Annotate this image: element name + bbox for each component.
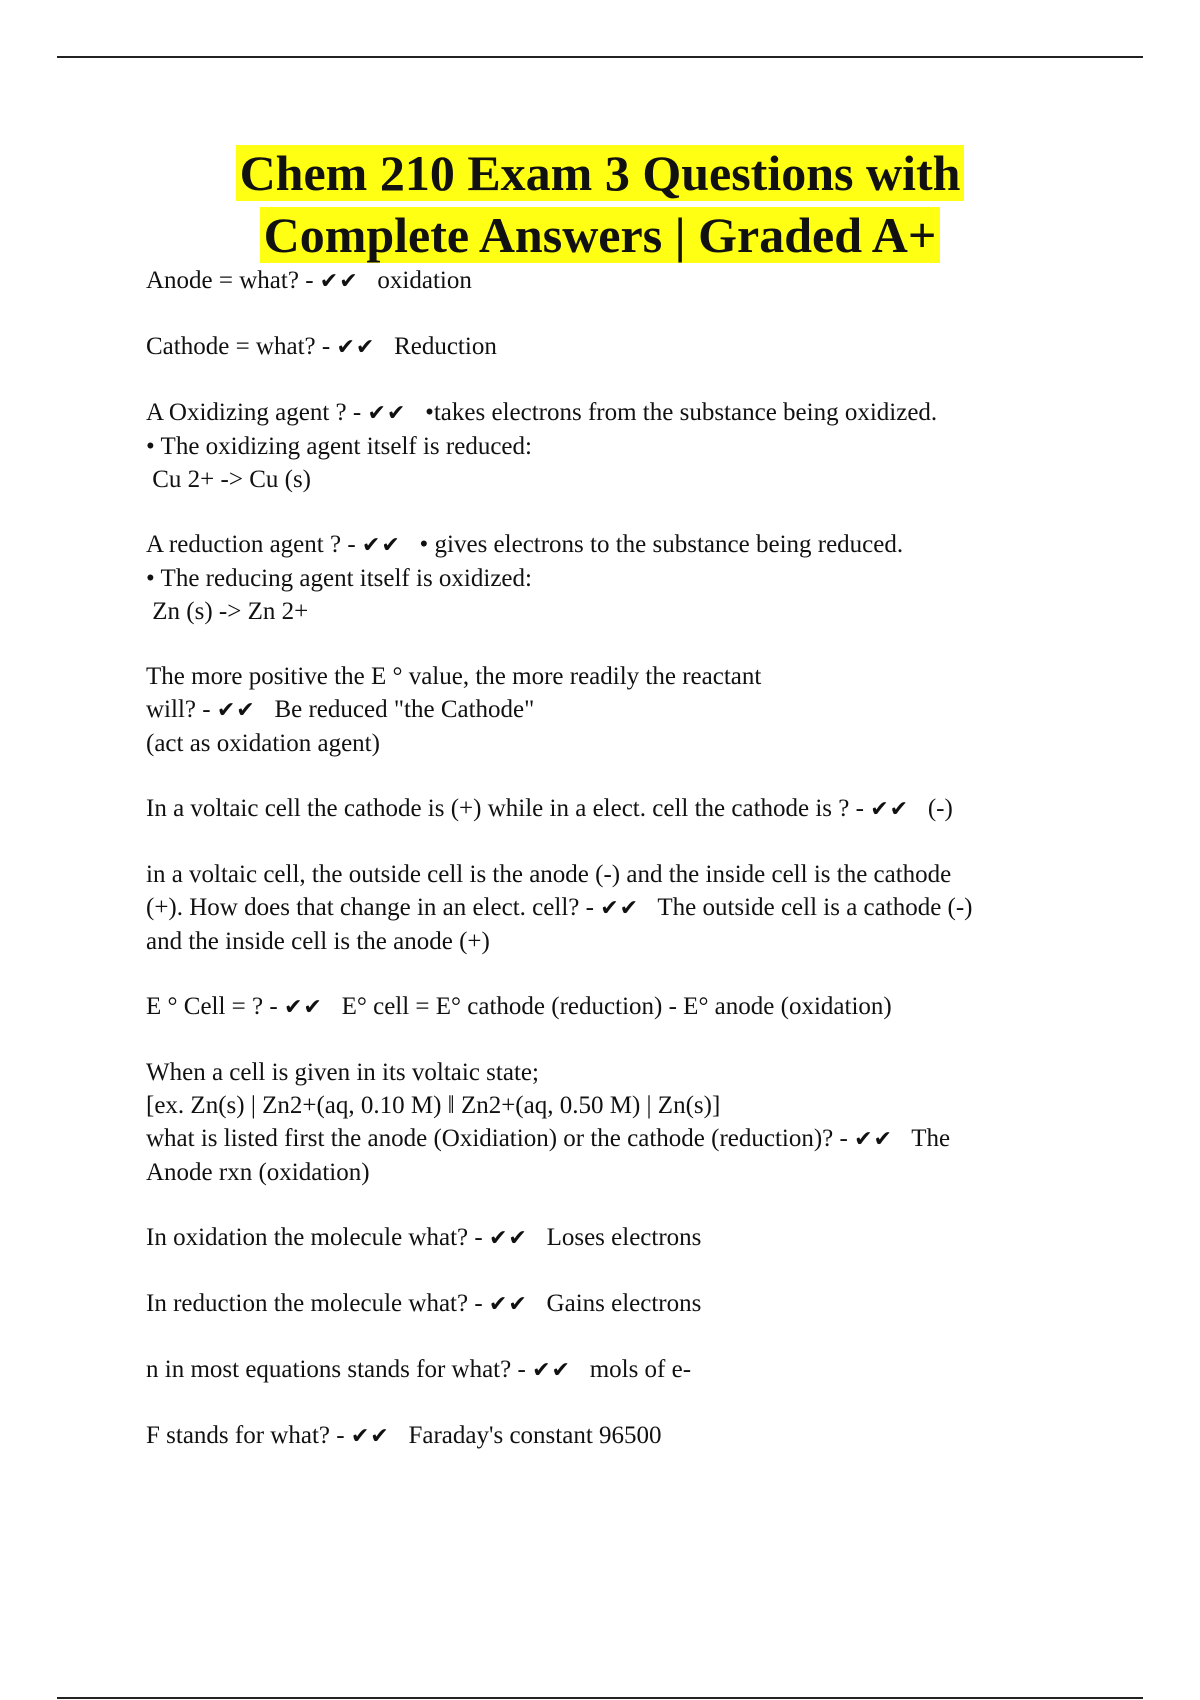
qa-entry — [146, 528, 1096, 628]
qa-line: Zn (s) -> Zn 2+ — [146, 598, 309, 625]
check-icon: ✔✔ — [350, 1424, 390, 1449]
qa-entry — [146, 1056, 1096, 1189]
qa-line: Cathode = what? - ✔✔ Reduction — [146, 333, 497, 360]
qa-line: and the inside cell is the anode (+) — [146, 928, 490, 955]
qa-line: In a voltaic cell the cathode is (+) while in a elect. cell the cathode is ? - ✔✔ (-) — [146, 795, 953, 822]
qa-entry — [146, 792, 1096, 826]
check-icon: ✔✔ — [283, 995, 323, 1020]
qa-entry — [146, 330, 1096, 364]
check-icon: ✔✔ — [532, 1358, 571, 1383]
qa-line: (+). How does that change in an elect. cell? - ✔✔ The outside cell is a cathode (-) — [146, 894, 973, 921]
qa-line: will? - ✔✔ Be reduced "the Cathode" — [146, 696, 535, 723]
check-icon: ✔✔ — [488, 1226, 528, 1251]
qa-line: n in most equations stands for what? - ✔✔ mols of e- — [146, 1356, 692, 1383]
check-icon: ✔✔ — [870, 797, 910, 822]
qa-line: E ° Cell = ? - ✔✔ E° cell = E° cathode (reduction) - E° anode (oxidation) — [146, 993, 892, 1020]
qa-list — [146, 264, 1096, 1485]
qa-line: A reduction agent ? - ✔✔ • gives electrons to the substance being reduced. — [146, 531, 904, 558]
qa-line: Anode = what? - ✔✔ oxidation — [146, 267, 472, 294]
qa-entry — [146, 1419, 1096, 1453]
qa-entry — [146, 1221, 1096, 1255]
check-icon: ✔✔ — [854, 1127, 893, 1152]
check-icon: ✔✔ — [216, 698, 256, 723]
qa-line: In reduction the molecule what? - ✔✔ Gains electrons — [146, 1290, 702, 1317]
qa-entry — [146, 1353, 1096, 1387]
qa-line: The more positive the E ° value, the more readily the reactant — [146, 663, 762, 690]
title-line-1: Chem 210 Exam 3 Questions with — [236, 145, 965, 201]
qa-entry — [146, 660, 1096, 760]
qa-line: F stands for what? - ✔✔ Faraday's constant 96500 — [146, 1422, 662, 1449]
qa-line: Cu 2+ -> Cu (s) — [146, 466, 312, 493]
qa-entry — [146, 858, 1096, 958]
check-icon: ✔✔ — [488, 1292, 528, 1317]
qa-entry — [146, 396, 1096, 496]
check-icon: ✔✔ — [600, 896, 640, 921]
qa-line: (act as oxidation agent) — [146, 730, 380, 757]
qa-entry — [146, 1287, 1096, 1321]
check-icon: ✔✔ — [361, 533, 401, 558]
qa-line: When a cell is given in its voltaic state; — [146, 1059, 539, 1086]
top-rule — [57, 56, 1143, 58]
title-line-2: Complete Answers | Graded A+ — [260, 207, 941, 263]
qa-line: Anode rxn (oxidation) — [146, 1159, 370, 1186]
qa-line: • The reducing agent itself is oxidized: — [146, 565, 532, 592]
check-icon: ✔✔ — [319, 269, 359, 294]
bottom-rule — [57, 1697, 1143, 1699]
qa-line: [ex. Zn(s) | Zn2+(aq, 0.10 M) ‖ Zn2+(aq, 0.50 M) | Zn(s)] — [146, 1092, 721, 1119]
qa-line: in a voltaic cell, the outside cell is the anode (-) and the inside cell is the cathode — [146, 861, 952, 888]
qa-entry — [146, 264, 1096, 298]
check-icon: ✔✔ — [336, 335, 376, 360]
document-title — [0, 142, 1200, 266]
qa-line: In oxidation the molecule what? - ✔✔ Loses electrons — [146, 1224, 702, 1251]
qa-line: what is listed first the anode (Oxidiation) or the cathode (reduction)? - ✔✔ The — [146, 1125, 951, 1152]
qa-entry — [146, 990, 1096, 1024]
qa-line: A Oxidizing agent ? - ✔✔ •takes electrons from the substance being oxidized. — [146, 399, 938, 426]
qa-line: • The oxidizing agent itself is reduced: — [146, 433, 532, 460]
check-icon: ✔✔ — [367, 401, 407, 426]
